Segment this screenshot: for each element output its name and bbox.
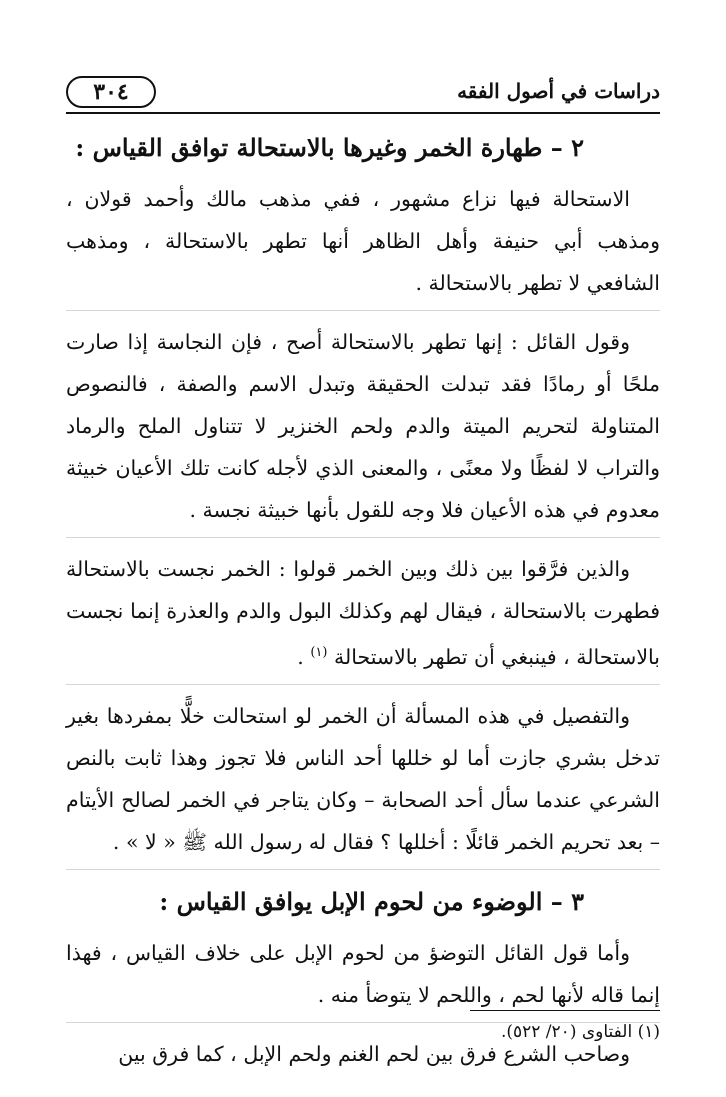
paragraph: والتفصيل في هذه المسألة أن الخمر لو استحالت خلًّا بمفردها بغير تدخل بشري جازت أما لو خللها أحد الناس فلا تجوز وهذا ثابت بالنص الشرعي عندما سأل أحد الصحابة – وكان يتاجر في الخمر لصالح الأيتام – بعد تحريم الخمر قائلًا : أخللها ؟ فقال له رسول الله ﷺ « لا » . <box>66 695 660 870</box>
header-rule <box>66 112 660 114</box>
page-number: ٣٠٤ <box>66 76 156 108</box>
footnote: (١) الفتاوى (٢٠/ ٥٢٢). <box>500 1022 660 1042</box>
paragraph-text: والذين فرَّقوا بين ذلك وبين الخمر قولوا : الخمر نجست بالاستحالة فطهرت بالاستحالة ، فيقال لهم وكذلك البول والدم والعذرة إنما نجست بالاستحالة ، فينبغي أن تطهر بالاستحالة <box>66 557 660 669</box>
section-heading: ٣ – الوضوء من لحوم الإبل يوافق القياس : <box>159 886 584 916</box>
paragraph: وأما قول القائل التوضؤ من لحوم الإبل على خلاف القياس ، فهذا إنما قاله لأنها لحم ، واللحم لا يتوضأ منه . <box>66 932 660 1023</box>
page-header <box>66 72 660 114</box>
footnote-reference[interactable]: (١) <box>310 645 328 660</box>
paragraph-end: . <box>297 644 311 669</box>
page-body <box>66 126 660 1091</box>
paragraph: وقول القائل : إنها تطهر بالاستحالة أصح ، فإن النجاسة إذا صارت ملحًا أو رمادًا فقد تبدلت الحقيقة وتبدل الاسم والصفة ، فالنصوص المتناولة لتحريم الميتة والدم ولحم الخنزير لا تتناول الملح والرماد والتراب لا لفظًا ولا معنًى ، والمعنى الذي لأجله كانت تلك الأعيان خبيثة معدوم في هذه الأعيان فلا وجه للقول بأنها خبيثة نجسة . <box>66 321 660 538</box>
running-title: دراسات في أصول الفقه <box>457 79 660 103</box>
footnote-rule <box>470 1010 660 1011</box>
paragraph: الاستحالة فيها نزاع مشهور ، ففي مذهب مالك وأحمد قولان ، ومذهب أبي حنيفة وأهل الظاهر أنها تطهر بالاستحالة ، ومذهب الشافعي لا تطهر بالاستحالة . <box>66 178 660 311</box>
paragraph: وصاحب الشرع فرق بين لحم الغنم ولحم الإبل ، كما فرق بين <box>118 1041 630 1066</box>
paragraph-with-footnote <box>66 548 660 685</box>
section-heading: ٢ – طهارة الخمر وغيرها بالاستحالة توافق القياس : <box>75 133 584 162</box>
